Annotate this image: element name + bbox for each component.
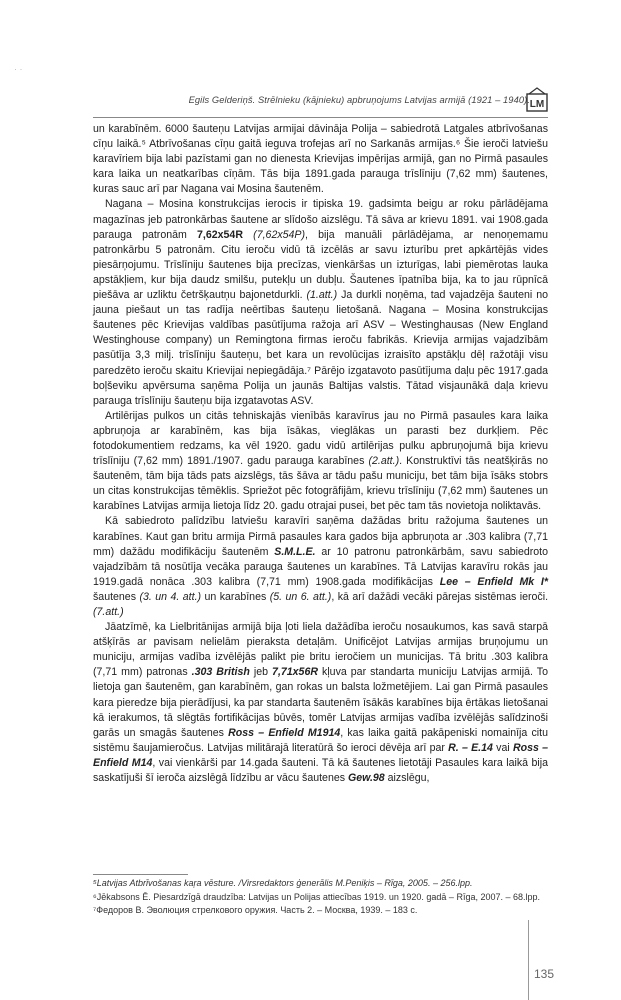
paragraph-2: Nagana – Mosina konstrukcijas ierocis ir tipiska 19. gadsimta beigu ar roku pārlādējama magazīnas jeb patronkārbas šautene ar slīdošo aizslēgu. Tā sāva ar krievu 1891. vai 1908.gada parauga patronām 7,62x54R (7,62x54P), bija manuāli pārlādējama, ar nenoņemamu patronkārbu 5 patronām. Citu ieroču vidū tā izcēlās ar savu izturību pret apkārtējās vides piesārņojumu. Trīslīniju šautenes bija precīzas, vienkāršas un izturīgas, labi piemērotas lauka apstākļiem, kur bija daudz smilšu, putekļu un dubļu. Šautenes īpatnība bija, ka to jau rūpnīcā piešāva ar uzliktu četršķautņu bajonetdurkli. (1.att.) Ja durkli noņēma, tad vajadzēja šauteni no jauna piešaut un tas radīja neērtības šauteņu lietošanā. Nagana – Mosina konstrukcijas šautenes pēc Krievijas valdības pasūtījuma ražoja arī ASV – Westinghausas (New England Westinghouse company) un Remingtona firmas ieroču fabrikās. Krievija armijas vajadzībām pasūtīja 3,3 milj. trīslīniju šauteņu, bet kara un revolūcijas izraisīto apstākļu dēļ ražotāji visu paredzēto ieroču skaitu Krievijai nepiegādāja.⁷ Pārējo izgatavoto pasūtījuma daļu pēc 1917.gada boļševiku apvērsuma saņēma Polija un jaunās Baltijas valstis. Tātad visjaunākā daļa krievu parauga trīslīniju šauteņu bija izgatavotas ASV. bbox=[93, 198, 548, 407]
museum-logo bbox=[526, 86, 548, 112]
footnotes bbox=[93, 877, 548, 918]
paragraph-3: Artilērijas pulkos un citās tehniskajās vienībās karavīrus jau no Pirmā pasaules kara laika apbruņoja ar karabīnēm, kas bija īsākas, vieglākas un parasti bez durkļiem. Pēc fotodokumentiem redzams, ka vēl 1920. gadu vidū artilērijas pulku apbruņojumā bija krievu trīslīniju (7,62 mm) 1891./1907. gadu parauga karabīnes (2.att.). Konstruktīvi tās neatšķirās no šautenēm, tām bija tāds pats aizslēgs, tās šāva ar tādu pašu municiju, bet tām bija īsāks stobrs un citas konstrukcijas tēmēklis. Spriežot pēc fotogrāfijām, krievu trīslīniju (7,62 mm) šautenes un karabīnes Latvijas armija lietoja līdz 20. gadu otrajai pusei, bet pēc tam tās novietoja noliktavās. bbox=[93, 409, 549, 513]
footnote-7: ⁷Федоров В. Эволюция стрелкового оружия. Часть 2. – Москва, 1939. – 183 с. bbox=[93, 905, 418, 915]
footnote-5: ⁵Latvijas Atbrīvošanas kaŗa vēsture. /Virsredaktors ģenerālis M.Peniķis – Rīga, 2005. – 256.lpp. bbox=[93, 878, 473, 888]
paragraph-5: Jāatzīmē, ka Lielbritānijas armijā bija ļoti liela dažādība ieroču nosaukumos, kas savā starpā atšķīrās ar pavisam nelielām pieraksta detaļām. Unificējot Latvijas armijas bruņojumu un municiju, armijas vadība izvēlējās palikt pie britu ieročiem un municijas. Tā britu .303 kalibra (7,71 mm) patronas .303 British jeb 7,71x56R kļuva par standarta municiju Latvijas armijā. To lietoja gan šautenēm, gan karabīnēm, gan rokas un balsta ložmetējiem. Lai gan Pirmā pasaules kara pieredze bija pierādījusi, ka par standarta šautenēm īsākās karabīnes bija ērtākas lietošanai kā ierakumos, tā slēgtās fortifikācijas būvēs, tomēr Latvijas armijas vadība izvēlējās salīdzinoši garās un smagās šautenes Ross – Enfield M1914, kas laika gaitā pakāpeniski nomainīja citu sistēmu šaujamieročus. Latvijas militārajā literatūrā šo ieroci dēvēja arī par R. – E.14 vai Ross – Enfield M14, vai vienkārši par 14.gada šauteni. Tā kā šautenes lietotāji Pasaules kara laikā bija saskatījuši šī ieroča aizslēgā līdzību ar vācu šautenes Gew.98 aizslēgu, bbox=[93, 621, 548, 785]
logo-letters: LM bbox=[529, 99, 545, 110]
footnote-6: ⁶Jēkabsons Ē. Piesardzīgā draudzība: Latvijas un Polijas attiecības 1919. un 1920. gadā – Rīga, 2007. – 68.lpp. bbox=[93, 891, 541, 902]
page-number-rule bbox=[528, 920, 529, 1000]
header-rule bbox=[93, 117, 548, 118]
page-number: 135 bbox=[534, 967, 555, 981]
running-header: Egils Gelderiņš. Strēlnieku (kājnieku) apbruņojums Latvijas armijā (1921 – 1940). bbox=[188, 95, 530, 105]
footnote-rule bbox=[93, 874, 188, 875]
scan-marks: · · bbox=[14, 64, 23, 74]
paragraph-4: Kā sabiedroto palīdzību latviešu karavīri saņēma dažādas britu ražojuma šautenes un karabīnes. Kaut gan britu armija Pirmā pasaules kara gados bija apbruņota ar .303 kalibra (7,71 mm) dažādu modifikāciju šautenēm S.M.L.E. ar 10 patronu patronkārbām, savu sabiedroto vajadzībām tā nosūtīja vecāka parauga šautenes un karabīnes. Tā Latvijas karavīru rokās jau 1919.gadā nonāca .303 kalibra (7,71 mm) 1908.gada modifikācijas Lee – Enfield Mk I* šautenes (3. un 4. att.) un karabīnes (5. un 6. att.), kā arī dažādi vecāki pārejas sistēmas ieroči. (7.att.) bbox=[93, 515, 549, 618]
paragraph-1: un karabīnēm. 6000 šauteņu Latvijas armijai dāvināja Polija – sabiedrotā Latgales atbrīvošanas cīņu laikā.⁵ Atbrīvošanas cīņu gaitā ieguva trofejas arī no Sarkanās armijas.⁶ Šie ieroči latviešu karavīriem bija labi pazīstami gan no dienesta Krievijas impērijas armijā, gan no Pirmā pasaules kara laika un neatkarības cīņām. Tās bija 1891.gada parauga trīslīniju (7,62 mm) šautenes, kuras sauc arī par Nagana vai Mosina šautenēm. bbox=[93, 123, 548, 196]
article-body bbox=[93, 122, 548, 786]
logo-icon bbox=[526, 86, 548, 112]
